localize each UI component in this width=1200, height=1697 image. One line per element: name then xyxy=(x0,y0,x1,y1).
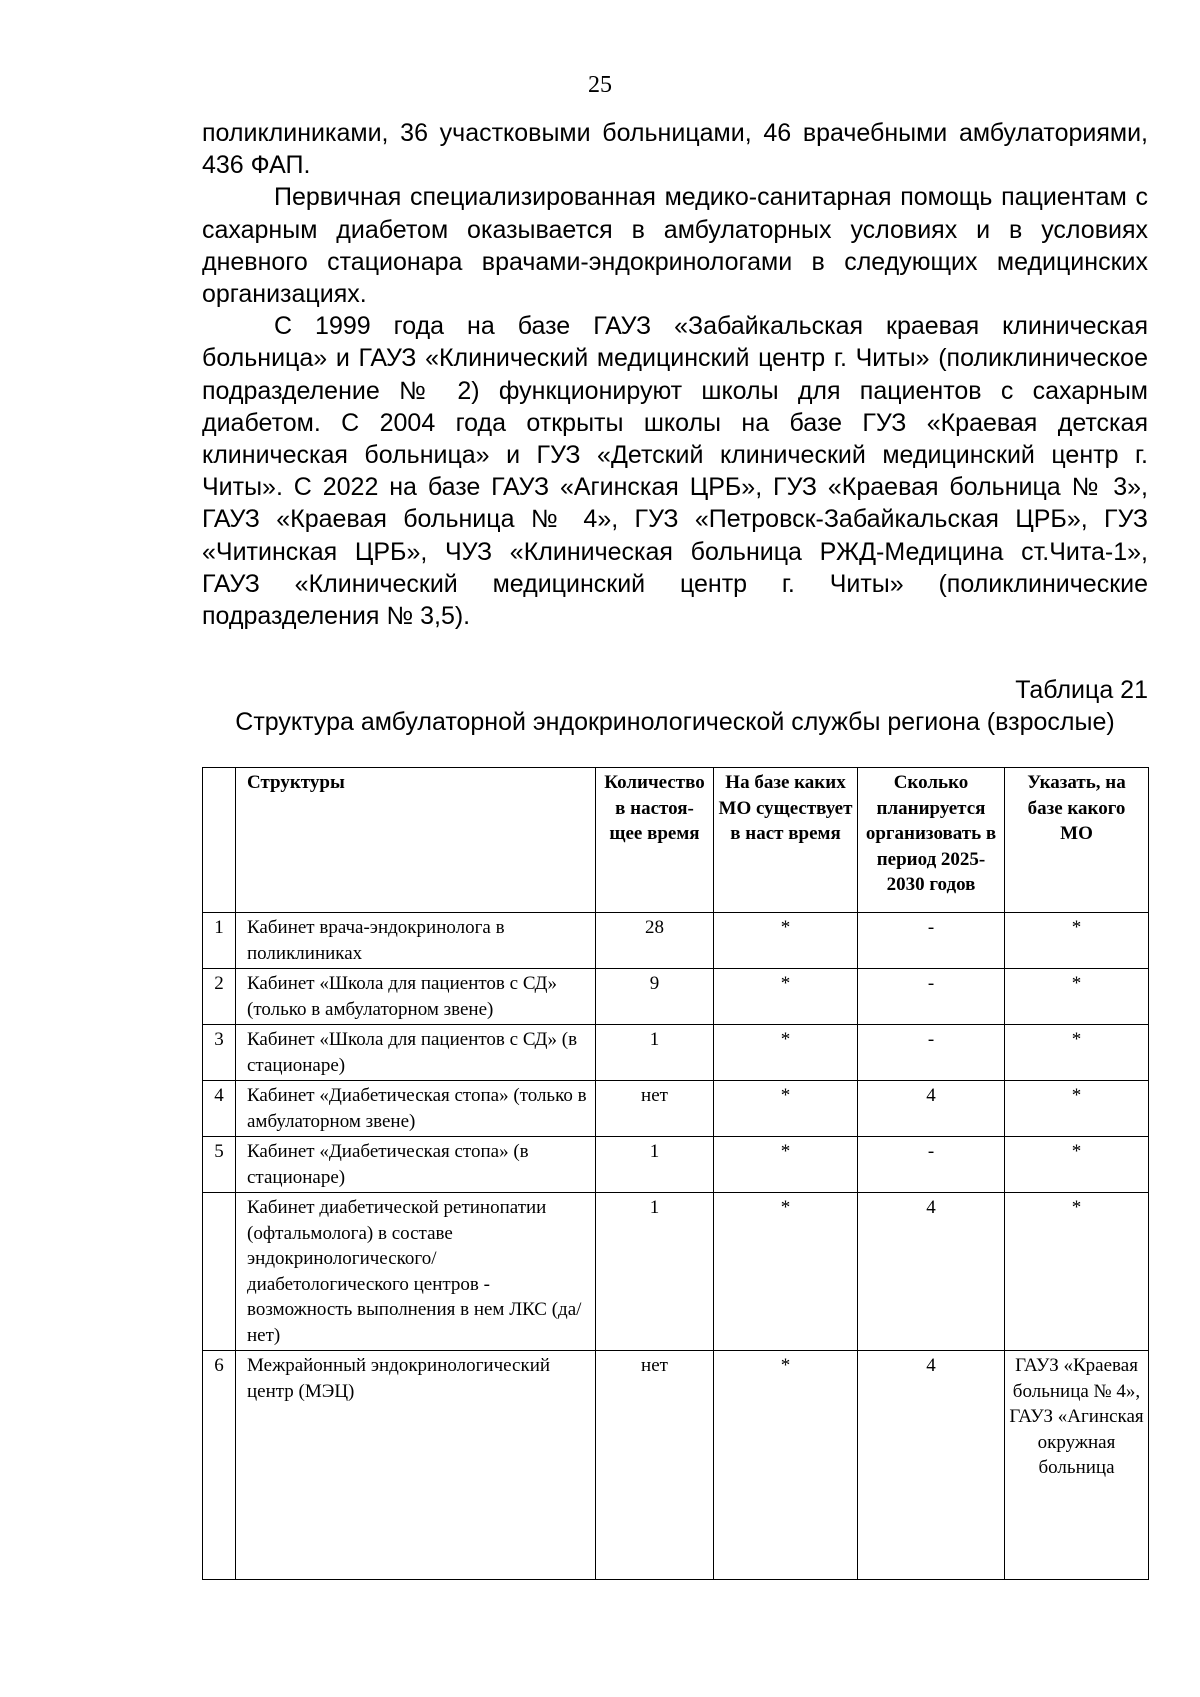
row-planned: 4 xyxy=(858,1351,1005,1580)
header-existing-base: На базе каких МО существует в наст время xyxy=(714,768,858,913)
table-row xyxy=(203,1351,1149,1580)
table-row xyxy=(203,1081,1149,1137)
row-count: 1 xyxy=(596,1137,714,1193)
row-num: 1 xyxy=(203,913,236,969)
table-number-label: Таблица 21 xyxy=(1015,676,1148,704)
row-structure: Кабинет «Диабетическая стопа» (в стационаре) xyxy=(236,1137,596,1193)
row-existing-base: * xyxy=(714,1137,858,1193)
row-which-mo: * xyxy=(1005,1137,1149,1193)
row-num: 5 xyxy=(203,1137,236,1193)
row-num xyxy=(203,1193,236,1351)
paragraph-1: поликлиниками, 36 участковыми больницами, 46 врачебными амбулаториями, 436 ФАП. xyxy=(202,119,1148,180)
header-planned: Сколько планируется организовать в период 2025-2030 годов xyxy=(858,768,1005,913)
row-which-mo: * xyxy=(1005,969,1149,1025)
table-row xyxy=(203,969,1149,1025)
row-structure: Кабинет «Диабетическая стопа» (только в амбулаторном звене) xyxy=(236,1081,596,1137)
page-number: 25 xyxy=(588,72,612,98)
row-which-mo: * xyxy=(1005,1193,1149,1351)
header-count: Количество в настоя-щее время xyxy=(596,768,714,913)
header-num xyxy=(203,768,236,913)
row-which-mo: * xyxy=(1005,913,1149,969)
table-title: Структура амбулаторной эндокринологической службы региона (взрослые) xyxy=(235,708,1115,736)
row-count: нет xyxy=(596,1081,714,1137)
row-which-mo: * xyxy=(1005,1081,1149,1137)
table-row xyxy=(203,1025,1149,1081)
row-existing-base: * xyxy=(714,1351,858,1580)
header-which-mo: Указать, на базе какого МО xyxy=(1005,768,1149,913)
row-planned: 4 xyxy=(858,1193,1005,1351)
row-count: нет xyxy=(596,1351,714,1580)
row-planned: - xyxy=(858,969,1005,1025)
row-planned: - xyxy=(858,913,1005,969)
row-existing-base: * xyxy=(714,1081,858,1137)
row-planned: - xyxy=(858,1137,1005,1193)
row-count: 28 xyxy=(596,913,714,969)
row-which-mo: ГАУЗ «Краевая больница № 4», ГАУЗ «Агинская окружная больница xyxy=(1005,1351,1149,1580)
table-row xyxy=(203,1137,1149,1193)
row-structure: Межрайонный эндокринологический центр (МЭЦ) xyxy=(236,1351,596,1580)
row-existing-base: * xyxy=(714,1025,858,1081)
row-count: 1 xyxy=(596,1193,714,1351)
body-text xyxy=(202,117,1148,632)
table-row xyxy=(203,1193,1149,1351)
row-num: 6 xyxy=(203,1351,236,1580)
row-count: 1 xyxy=(596,1025,714,1081)
row-structure: Кабинет «Школа для пациентов с СД» (только в амбулаторном звене) xyxy=(236,969,596,1025)
paragraph-3: С 1999 года на базе ГАУЗ «Забайкальская краевая клиническая больница» и ГАУЗ «Клинический медицинский центр г. Читы» (поликлиническое подразделение № 2) функционируют школы для пациентов с сахарным диабетом. С 2004 года открыты школы на базе ГУЗ «Краевая детская клиническая больница» и ГУЗ «Детский клинический медицинский центр г. Читы». С 2022 на базе ГАУЗ «Агинская ЦРБ», ГУЗ «Краевая больница № 3», ГАУЗ «Краевая больница № 4», ГУЗ «Петровск-Забайкальская ЦРБ», ГУЗ «Читинская ЦРБ», ЧУЗ «Клиническая больница РЖД-Медицина ст.Чита-1», ГАУЗ «Клинический медицинский центр г. Читы» (поликлинические подразделения № 3,5). xyxy=(202,312,1148,631)
structure-table xyxy=(202,767,1149,1580)
row-num: 2 xyxy=(203,969,236,1025)
table-row xyxy=(203,913,1149,969)
header-structure: Структуры xyxy=(236,768,596,913)
row-structure: Кабинет врача-эндокринолога в поликлиниках xyxy=(236,913,596,969)
table-header-row xyxy=(203,768,1149,913)
row-num: 3 xyxy=(203,1025,236,1081)
row-existing-base: * xyxy=(714,913,858,969)
row-existing-base: * xyxy=(714,1193,858,1351)
paragraph-2: Первичная специализированная медико-санитарная помощь пациентам с сахарным диабетом оказывается в амбулаторных условиях и в условиях дневного стационара врачами-эндокринологами в следующих медицинских организациях. xyxy=(202,183,1148,309)
row-count: 9 xyxy=(596,969,714,1025)
row-planned: - xyxy=(858,1025,1005,1081)
row-num: 4 xyxy=(203,1081,236,1137)
row-structure: Кабинет «Школа для пациентов с СД» (в стационаре) xyxy=(236,1025,596,1081)
row-planned: 4 xyxy=(858,1081,1005,1137)
row-which-mo: * xyxy=(1005,1025,1149,1081)
row-structure: Кабинет диабетической ретинопатии (офтальмолога) в составе эндокринологического/ диабетологического центров - возможность выполнения в нем ЛКС (да/нет) xyxy=(236,1193,596,1351)
row-existing-base: * xyxy=(714,969,858,1025)
